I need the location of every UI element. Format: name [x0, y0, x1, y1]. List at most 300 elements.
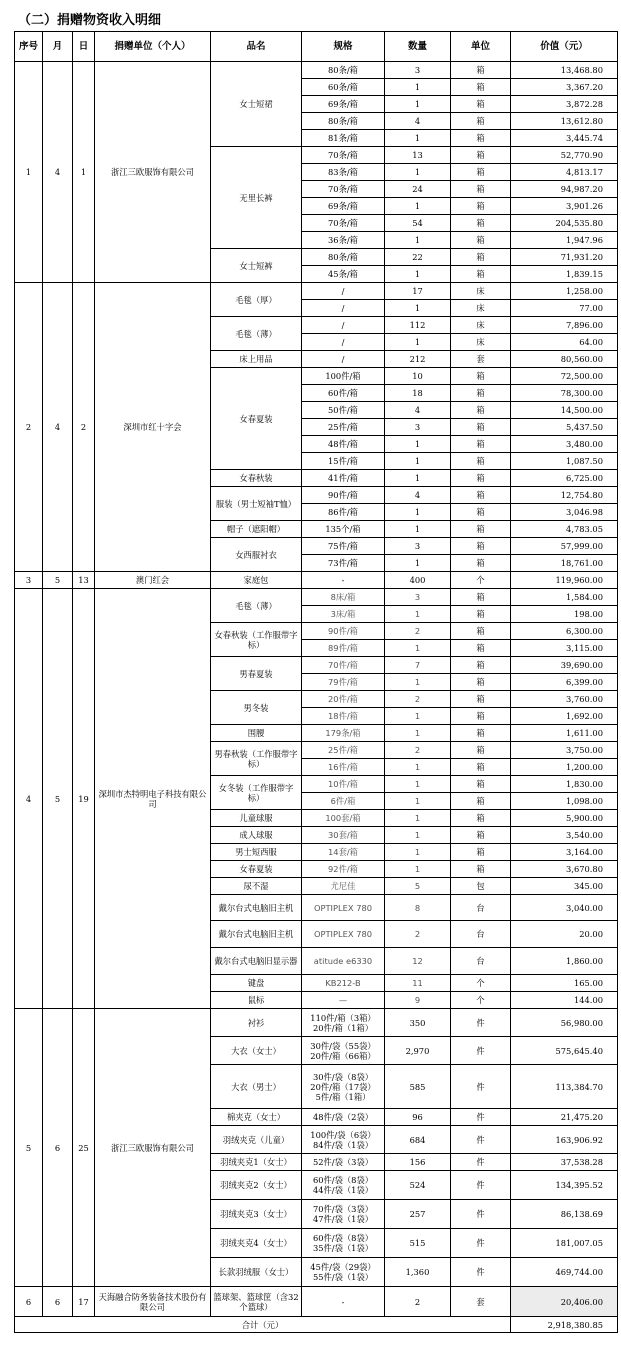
- quantity-cell: 524: [385, 1171, 451, 1200]
- unit-cell: 箱: [451, 606, 511, 623]
- unit-cell: 箱: [451, 385, 511, 402]
- value-cell: 6,399.00: [511, 674, 618, 691]
- value-cell: 7,896.00: [511, 317, 618, 334]
- spec-cell: 75件/箱: [302, 538, 385, 555]
- unit-cell: 箱: [451, 368, 511, 385]
- quantity-cell: 1: [385, 708, 451, 725]
- unit-cell: 包: [451, 878, 511, 895]
- product-name-cell: 羽绒夹克（儿童）: [211, 1126, 302, 1154]
- seq-cell: 4: [15, 589, 43, 1009]
- value-cell: 3,480.00: [511, 436, 618, 453]
- unit-cell: 箱: [451, 79, 511, 96]
- total-row: [15, 1317, 618, 1333]
- quantity-cell: 1: [385, 861, 451, 878]
- table-header-row: [15, 32, 618, 62]
- unit-cell: 箱: [451, 861, 511, 878]
- unit-cell: 箱: [451, 793, 511, 810]
- value-cell: 14,500.00: [511, 402, 618, 419]
- unit-cell: 箱: [451, 657, 511, 674]
- spec-cell: 70条/箱: [302, 147, 385, 164]
- header-spec: 规格: [302, 32, 385, 62]
- value-cell: 345.00: [511, 878, 618, 895]
- unit-cell: 箱: [451, 674, 511, 691]
- product-name-cell: 围腰: [211, 725, 302, 742]
- quantity-cell: 1: [385, 470, 451, 487]
- product-name-cell: 大衣（男士）: [211, 1065, 302, 1109]
- quantity-cell: 400: [385, 572, 451, 589]
- spec-cell: 73件/箱: [302, 555, 385, 572]
- value-cell: 6,300.00: [511, 623, 618, 640]
- product-name-cell: 鼠标: [211, 992, 302, 1009]
- table-row: [15, 1009, 618, 1037]
- value-cell: 3,445.74: [511, 130, 618, 147]
- spec-cell: 80条/箱: [302, 62, 385, 79]
- quantity-cell: 1: [385, 130, 451, 147]
- spec-cell: /: [302, 334, 385, 351]
- value-cell: 163,906.92: [511, 1126, 618, 1154]
- page-title: （二）捐赠物资收入明细: [18, 13, 162, 28]
- product-name-cell: 服装（男士短袖T恤）: [211, 487, 302, 521]
- product-name-cell: 篮球架、篮球筐（含32个篮球）: [211, 1287, 302, 1317]
- value-cell: 1,098.00: [511, 793, 618, 810]
- quantity-cell: 1: [385, 300, 451, 317]
- unit-cell: 箱: [451, 623, 511, 640]
- unit-cell: 箱: [451, 232, 511, 249]
- quantity-cell: 515: [385, 1229, 451, 1258]
- quantity-cell: 2: [385, 691, 451, 708]
- product-name-cell: 成人球服: [211, 827, 302, 844]
- product-name-cell: 男春秋装（工作服带字标）: [211, 742, 302, 776]
- unit-cell: 箱: [451, 419, 511, 436]
- value-cell: 113,384.70: [511, 1065, 618, 1109]
- spec-cell: 80条/箱: [302, 249, 385, 266]
- value-cell: 3,040.00: [511, 895, 618, 921]
- product-name-cell: 尿不湿: [211, 878, 302, 895]
- unit-cell: 箱: [451, 776, 511, 793]
- product-name-cell: 长款羽绒服（女士）: [211, 1258, 302, 1287]
- unit-cell: 台: [451, 948, 511, 975]
- product-name-cell: 键盘: [211, 975, 302, 992]
- quantity-cell: 13: [385, 147, 451, 164]
- unit-cell: 件: [451, 1258, 511, 1287]
- unit-cell: 箱: [451, 487, 511, 504]
- value-cell: 1,860.00: [511, 948, 618, 975]
- month-cell: 6: [43, 1287, 73, 1317]
- value-cell: 1,258.00: [511, 283, 618, 300]
- product-name-cell: 男冬装: [211, 691, 302, 725]
- product-name-cell: 女西服衬衣: [211, 538, 302, 572]
- table-body: [15, 62, 618, 1317]
- unit-cell: 箱: [451, 759, 511, 776]
- unit-cell: 台: [451, 921, 511, 948]
- unit-cell: 箱: [451, 113, 511, 130]
- day-cell: 13: [73, 572, 95, 589]
- product-name-cell: 儿童球服: [211, 810, 302, 827]
- value-cell: 1,200.00: [511, 759, 618, 776]
- spec-cell: 45条/箱: [302, 266, 385, 283]
- quantity-cell: 1: [385, 759, 451, 776]
- spec-cell: 16件/箱: [302, 759, 385, 776]
- quantity-cell: 1: [385, 793, 451, 810]
- donor-cell: 澳门红会: [95, 572, 211, 589]
- unit-cell: 件: [451, 1200, 511, 1229]
- quantity-cell: 1: [385, 810, 451, 827]
- product-name-cell: 女春夏装: [211, 861, 302, 878]
- unit-cell: 床: [451, 334, 511, 351]
- quantity-cell: 18: [385, 385, 451, 402]
- value-cell: 56,980.00: [511, 1009, 618, 1037]
- unit-cell: 套: [451, 351, 511, 368]
- unit-cell: 箱: [451, 453, 511, 470]
- unit-cell: 个: [451, 975, 511, 992]
- value-cell: 71,931.20: [511, 249, 618, 266]
- quantity-cell: 1: [385, 555, 451, 572]
- header-day: 日: [73, 32, 95, 62]
- unit-cell: 套: [451, 1287, 511, 1317]
- quantity-cell: 1: [385, 504, 451, 521]
- value-cell: 57,999.00: [511, 538, 618, 555]
- product-name-cell: 毛毯（厚）: [211, 283, 302, 317]
- month-cell: 6: [43, 1009, 73, 1287]
- value-cell: 64.00: [511, 334, 618, 351]
- spec-cell: 70条/箱: [302, 181, 385, 198]
- quantity-cell: 8: [385, 895, 451, 921]
- table-row: [15, 62, 618, 79]
- unit-cell: 箱: [451, 198, 511, 215]
- spec-cell: 18件/箱: [302, 708, 385, 725]
- value-cell: 13,612.80: [511, 113, 618, 130]
- day-cell: 19: [73, 589, 95, 1009]
- product-name-cell: 女春秋装（工作服带字标）: [211, 623, 302, 657]
- quantity-cell: 1: [385, 521, 451, 538]
- value-cell: 13,468.80: [511, 62, 618, 79]
- table-row: [15, 589, 618, 606]
- value-cell: 198.00: [511, 606, 618, 623]
- value-cell: 37,538.28: [511, 1154, 618, 1171]
- unit-cell: 箱: [451, 504, 511, 521]
- value-cell: 20.00: [511, 921, 618, 948]
- spec-cell: 41件/箱: [302, 470, 385, 487]
- donor-cell: 深圳市红十字会: [95, 283, 211, 572]
- unit-cell: 箱: [451, 589, 511, 606]
- unit-cell: 床: [451, 300, 511, 317]
- day-cell: 17: [73, 1287, 95, 1317]
- quantity-cell: 1: [385, 232, 451, 249]
- product-name-cell: 戴尔台式电脑旧显示器: [211, 948, 302, 975]
- unit-cell: 件: [451, 1126, 511, 1154]
- spec-cell: 60件/箱: [302, 385, 385, 402]
- spec-cell: 48件/箱: [302, 436, 385, 453]
- table-row: [15, 283, 618, 300]
- quantity-cell: 1: [385, 844, 451, 861]
- spec-cell: 69条/箱: [302, 96, 385, 113]
- spec-cell: 100件/袋（6袋） 84件/袋（1袋）: [302, 1126, 385, 1154]
- product-name-cell: 家庭包: [211, 572, 302, 589]
- value-cell: 3,901.26: [511, 198, 618, 215]
- value-cell: 144.00: [511, 992, 618, 1009]
- header-seq: 序号: [15, 32, 43, 62]
- product-name-cell: 衬衫: [211, 1009, 302, 1037]
- quantity-cell: 2,970: [385, 1037, 451, 1065]
- unit-cell: 箱: [451, 640, 511, 657]
- unit-cell: 箱: [451, 521, 511, 538]
- quantity-cell: 22: [385, 249, 451, 266]
- quantity-cell: 10: [385, 368, 451, 385]
- value-cell: 1,839.15: [511, 266, 618, 283]
- unit-cell: 件: [451, 1154, 511, 1171]
- spec-cell: 25件/箱: [302, 742, 385, 759]
- quantity-cell: 1: [385, 453, 451, 470]
- spec-cell: KB212-B: [302, 975, 385, 992]
- quantity-cell: 3: [385, 62, 451, 79]
- quantity-cell: 1: [385, 266, 451, 283]
- quantity-cell: 54: [385, 215, 451, 232]
- unit-cell: 箱: [451, 708, 511, 725]
- product-name-cell: 女春夏装: [211, 368, 302, 470]
- value-cell: 80,560.00: [511, 351, 618, 368]
- value-cell: 3,670.80: [511, 861, 618, 878]
- spec-cell: /: [302, 351, 385, 368]
- spec-cell: 89件/箱: [302, 640, 385, 657]
- unit-cell: 个: [451, 992, 511, 1009]
- unit-cell: 个: [451, 572, 511, 589]
- product-name-cell: 男士短西服: [211, 844, 302, 861]
- quantity-cell: 1: [385, 725, 451, 742]
- header-product: 品名: [211, 32, 302, 62]
- quantity-cell: 112: [385, 317, 451, 334]
- value-cell: 5,437.50: [511, 419, 618, 436]
- spec-cell: 60条/箱: [302, 79, 385, 96]
- seq-cell: 3: [15, 572, 43, 589]
- spec-cell: 50件/箱: [302, 402, 385, 419]
- donation-table: [14, 31, 618, 1333]
- quantity-cell: 3: [385, 419, 451, 436]
- quantity-cell: 24: [385, 181, 451, 198]
- quantity-cell: 4: [385, 402, 451, 419]
- value-cell: 4,783.05: [511, 521, 618, 538]
- spec-cell: 135个/箱: [302, 521, 385, 538]
- month-cell: 4: [43, 62, 73, 283]
- quantity-cell: 1: [385, 436, 451, 453]
- quantity-cell: 11: [385, 975, 451, 992]
- donor-cell: 浙江三欧服饰有限公司: [95, 1009, 211, 1287]
- quantity-cell: 1: [385, 334, 451, 351]
- unit-cell: 箱: [451, 725, 511, 742]
- spec-cell: atitude e6330: [302, 948, 385, 975]
- quantity-cell: 1: [385, 606, 451, 623]
- value-cell: 119,960.00: [511, 572, 618, 589]
- unit-cell: 件: [451, 1037, 511, 1065]
- product-name-cell: 女士短裤: [211, 249, 302, 283]
- spec-cell: /: [302, 300, 385, 317]
- value-cell: 12,754.80: [511, 487, 618, 504]
- quantity-cell: 2: [385, 623, 451, 640]
- unit-cell: 箱: [451, 436, 511, 453]
- quantity-cell: 12: [385, 948, 451, 975]
- total-value: 2,918,380.85: [511, 1317, 618, 1333]
- value-cell: 1,087.50: [511, 453, 618, 470]
- spec-cell: 10件/箱: [302, 776, 385, 793]
- spec-cell: 尤尼佳: [302, 878, 385, 895]
- value-cell: 1,830.00: [511, 776, 618, 793]
- value-cell: 469,744.00: [511, 1258, 618, 1287]
- product-name-cell: 床上用品: [211, 351, 302, 368]
- product-name-cell: 羽绒夹克4（女士）: [211, 1229, 302, 1258]
- quantity-cell: 684: [385, 1126, 451, 1154]
- product-name-cell: 大衣（女士）: [211, 1037, 302, 1065]
- spec-cell: 14套/箱: [302, 844, 385, 861]
- spec-cell: 3床/箱: [302, 606, 385, 623]
- spec-cell: 79件/箱: [302, 674, 385, 691]
- spec-cell: -: [302, 1287, 385, 1317]
- spec-cell: OPTIPLEX 780: [302, 921, 385, 948]
- value-cell: 77.00: [511, 300, 618, 317]
- spec-cell: 30件/袋（8袋） 20件/箱（17袋） 5件/箱（1箱）: [302, 1065, 385, 1109]
- unit-cell: 箱: [451, 827, 511, 844]
- spec-cell: 70条/箱: [302, 215, 385, 232]
- unit-cell: 箱: [451, 215, 511, 232]
- value-cell: 3,872.28: [511, 96, 618, 113]
- spec-cell: 48件/袋（2袋）: [302, 1109, 385, 1126]
- spec-cell: 20件/箱: [302, 691, 385, 708]
- month-cell: 5: [43, 572, 73, 589]
- product-name-cell: 女春秋装: [211, 470, 302, 487]
- spec-cell: 179条/箱: [302, 725, 385, 742]
- quantity-cell: 1,360: [385, 1258, 451, 1287]
- quantity-cell: 7: [385, 657, 451, 674]
- value-cell: 3,046.98: [511, 504, 618, 521]
- product-name-cell: 羽绒夹克2（女士）: [211, 1171, 302, 1200]
- seq-cell: 1: [15, 62, 43, 283]
- quantity-cell: 1: [385, 827, 451, 844]
- value-cell: 86,138.69: [511, 1200, 618, 1229]
- value-cell: 1,692.00: [511, 708, 618, 725]
- quantity-cell: 1: [385, 198, 451, 215]
- spec-cell: -: [302, 572, 385, 589]
- quantity-cell: 4: [385, 487, 451, 504]
- spec-cell: OPTIPLEX 780: [302, 895, 385, 921]
- value-cell: 72,500.00: [511, 368, 618, 385]
- month-cell: 5: [43, 589, 73, 1009]
- spec-cell: 30件/袋（55袋） 20件/箱（66箱）: [302, 1037, 385, 1065]
- quantity-cell: 2: [385, 742, 451, 759]
- day-cell: 1: [73, 62, 95, 283]
- value-cell: 1,947.96: [511, 232, 618, 249]
- unit-cell: 箱: [451, 470, 511, 487]
- product-name-cell: 羽绒夹克1（女士）: [211, 1154, 302, 1171]
- quantity-cell: 1: [385, 674, 451, 691]
- quantity-cell: 17: [385, 283, 451, 300]
- quantity-cell: 156: [385, 1154, 451, 1171]
- product-name-cell: 戴尔台式电脑旧主机: [211, 895, 302, 921]
- unit-cell: 箱: [451, 266, 511, 283]
- donor-cell: 天海融合防务装备技术股份有限公司: [95, 1287, 211, 1317]
- header-quantity: 数量: [385, 32, 451, 62]
- spec-cell: 90件/箱: [302, 623, 385, 640]
- spec-cell: 70件/箱: [302, 657, 385, 674]
- donor-cell: 深圳市杰特明电子科技有限公司: [95, 589, 211, 1009]
- spec-cell: 60件/袋（8袋） 44件/袋（1袋）: [302, 1171, 385, 1200]
- spec-cell: 100件/箱: [302, 368, 385, 385]
- seq-cell: 2: [15, 283, 43, 572]
- quantity-cell: 585: [385, 1065, 451, 1109]
- unit-cell: 件: [451, 1065, 511, 1109]
- seq-cell: 6: [15, 1287, 43, 1317]
- spec-cell: 80条/箱: [302, 113, 385, 130]
- unit-cell: 箱: [451, 62, 511, 79]
- spec-cell: 52件/袋（3袋）: [302, 1154, 385, 1171]
- total-label: 合计（元）: [15, 1317, 511, 1333]
- value-cell: 3,115.00: [511, 640, 618, 657]
- product-name-cell: 男春夏装: [211, 657, 302, 691]
- unit-cell: 箱: [451, 844, 511, 861]
- table-row: [15, 572, 618, 589]
- spec-cell: 110件/箱（3箱） 20件/箱（1箱）: [302, 1009, 385, 1037]
- value-cell: 39,690.00: [511, 657, 618, 674]
- quantity-cell: 1: [385, 96, 451, 113]
- value-cell: 165.00: [511, 975, 618, 992]
- quantity-cell: 1: [385, 640, 451, 657]
- value-cell: 181,007.05: [511, 1229, 618, 1258]
- unit-cell: 箱: [451, 691, 511, 708]
- quantity-cell: 350: [385, 1009, 451, 1037]
- quantity-cell: 4: [385, 113, 451, 130]
- product-name-cell: 戴尔台式电脑旧主机: [211, 921, 302, 948]
- quantity-cell: 96: [385, 1109, 451, 1126]
- spec-cell: 81条/箱: [302, 130, 385, 147]
- spec-cell: 83条/箱: [302, 164, 385, 181]
- spec-cell: 36条/箱: [302, 232, 385, 249]
- value-cell: 3,760.00: [511, 691, 618, 708]
- value-cell: 4,813.17: [511, 164, 618, 181]
- product-name-cell: 无里长裤: [211, 147, 302, 249]
- quantity-cell: 2: [385, 1287, 451, 1317]
- product-name-cell: 女冬装（工作服带字标）: [211, 776, 302, 810]
- quantity-cell: 3: [385, 589, 451, 606]
- value-cell: 20,406.00: [511, 1287, 618, 1317]
- value-cell: 3,367.20: [511, 79, 618, 96]
- unit-cell: 件: [451, 1171, 511, 1200]
- header-value: 价值（元）: [511, 32, 618, 62]
- value-cell: 3,540.00: [511, 827, 618, 844]
- unit-cell: 台: [451, 895, 511, 921]
- spec-cell: 69条/箱: [302, 198, 385, 215]
- unit-cell: 床: [451, 283, 511, 300]
- quantity-cell: 3: [385, 538, 451, 555]
- unit-cell: 箱: [451, 164, 511, 181]
- spec-cell: 70件/袋（3袋） 47件/袋（1袋）: [302, 1200, 385, 1229]
- unit-cell: 件: [451, 1109, 511, 1126]
- spec-cell: 100套/箱: [302, 810, 385, 827]
- value-cell: 3,750.00: [511, 742, 618, 759]
- unit-cell: 件: [451, 1229, 511, 1258]
- value-cell: 6,725.00: [511, 470, 618, 487]
- quantity-cell: 1: [385, 79, 451, 96]
- value-cell: 1,611.00: [511, 725, 618, 742]
- unit-cell: 箱: [451, 147, 511, 164]
- spec-cell: 60件/袋（8袋） 35件/袋（1袋）: [302, 1229, 385, 1258]
- quantity-cell: 257: [385, 1200, 451, 1229]
- quantity-cell: 1: [385, 776, 451, 793]
- quantity-cell: 5: [385, 878, 451, 895]
- unit-cell: 箱: [451, 402, 511, 419]
- value-cell: 21,475.20: [511, 1109, 618, 1126]
- value-cell: 94,987.20: [511, 181, 618, 198]
- header-donor: 捐赠单位（个人）: [95, 32, 211, 62]
- product-name-cell: 棉夹克（女士）: [211, 1109, 302, 1126]
- spec-cell: 30套/箱: [302, 827, 385, 844]
- value-cell: 1,584.00: [511, 589, 618, 606]
